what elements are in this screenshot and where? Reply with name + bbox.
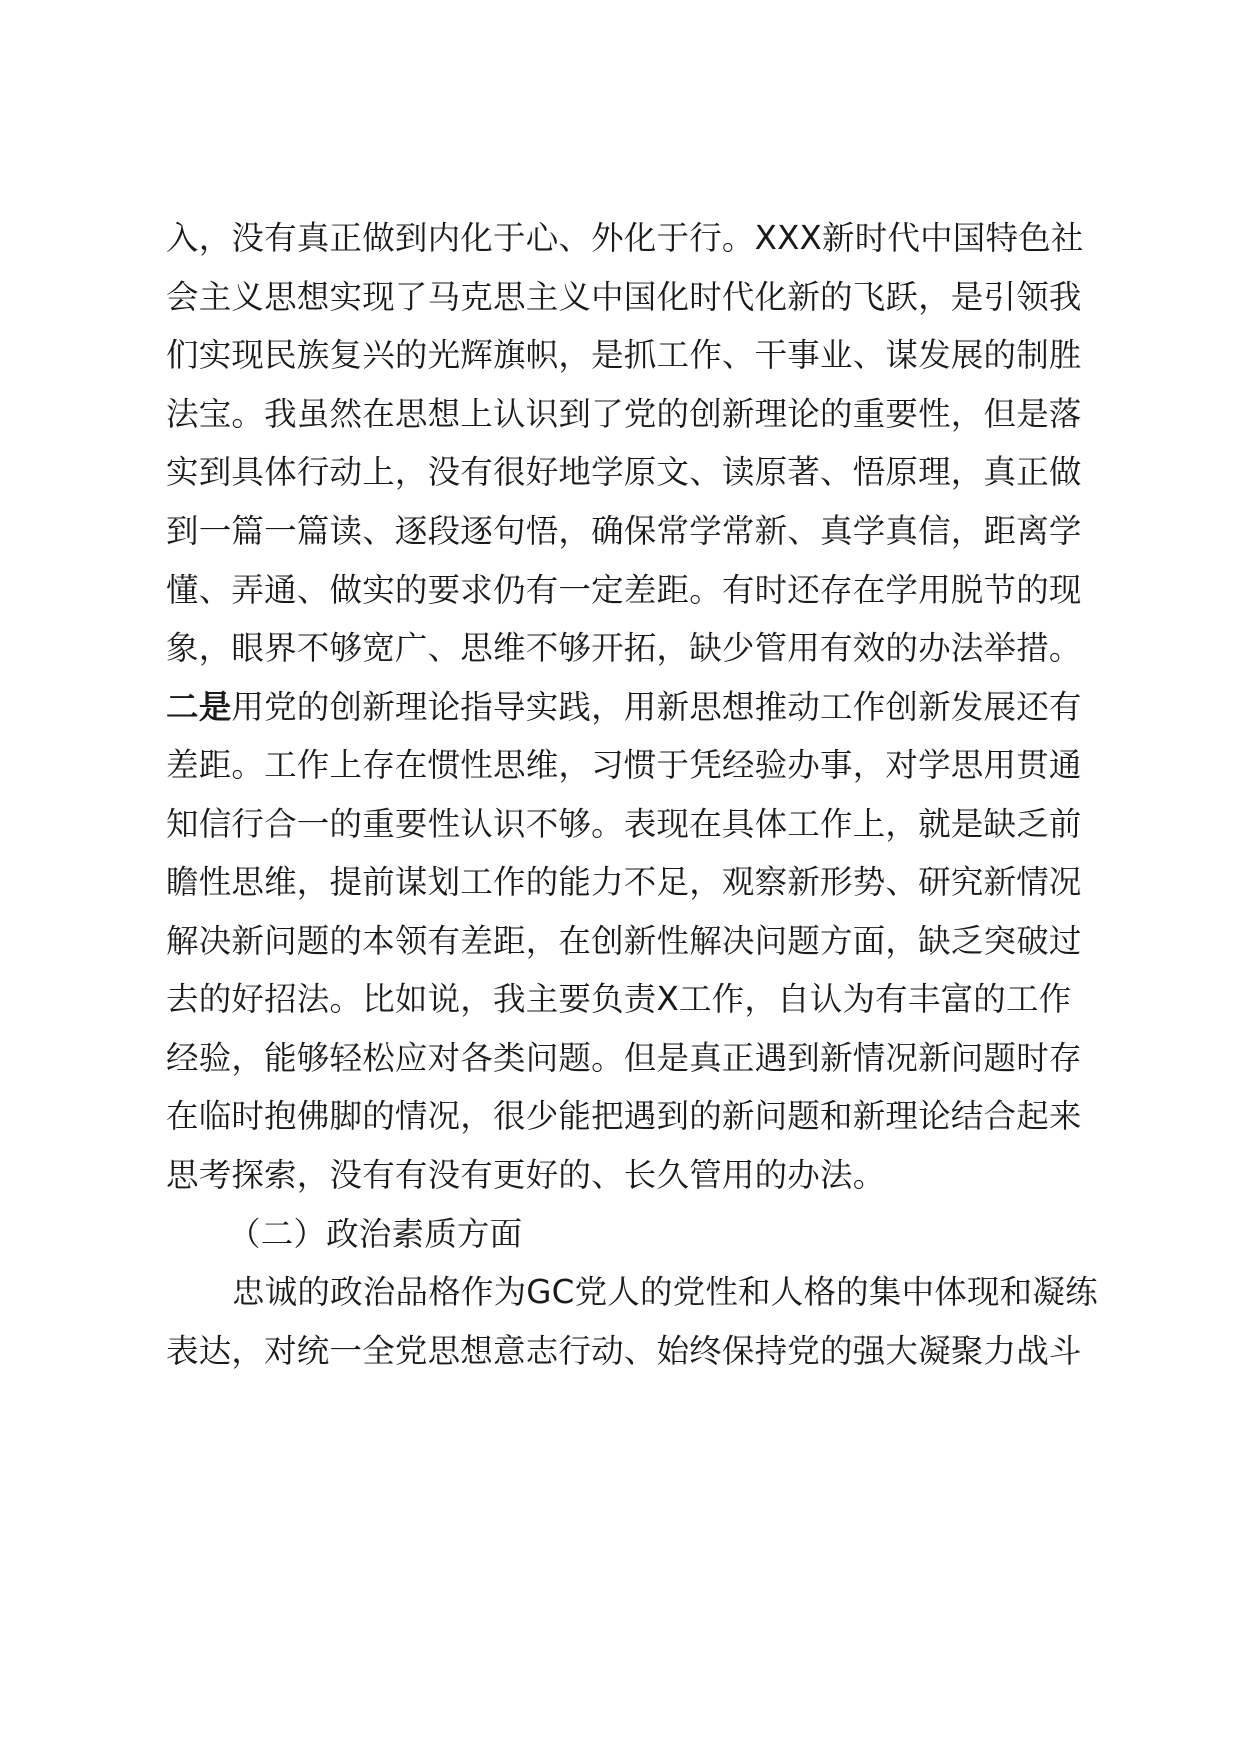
paragraph-first-line: 忠诚的政治品格作为GC党人的党性和人格的集中体现和凝练 [232, 1273, 1098, 1311]
body-line: 思考探索，没有有没有更好的、长久管用的办法。 [166, 1156, 886, 1194]
body-line: 入，没有真正做到内化于心、外化于行。XXX新时代中国特色社 [166, 219, 1084, 257]
section-heading: （二）政治素质方面 [228, 1215, 523, 1253]
body-line: 知信行合一的重要性认识不够。表现在具体工作上，就是缺乏前 [166, 805, 1082, 843]
body-line: 瞻性思维，提前谋划工作的能力不足，观察新形势、研究新情况 [166, 863, 1082, 901]
body-line: 去的好招法。比如说，我主要负责X工作，自认为有丰富的工作 [166, 980, 1072, 1018]
body-line: 差距。工作上存在惯性思维，习惯于凭经验办事，对学思用贯通 [166, 746, 1082, 784]
body-line: 表达，对统一全党思想意志行动、始终保持党的强大凝聚力战斗 [166, 1332, 1082, 1370]
body-line: 懂、弄通、做实的要求仍有一定差距。有时还存在学用脱节的现 [166, 571, 1082, 609]
body-line: 经验，能够轻松应对各类问题。但是真正遇到新情况新问题时存 [166, 1039, 1082, 1077]
body-line: 在临时抱佛脚的情况，很少能把遇到的新问题和新理论结合起来 [166, 1097, 1082, 1135]
point-two-line [166, 683, 1082, 731]
point-two-lead: 二是 [166, 688, 232, 726]
body-line: 解决新问题的本领有差距，在创新性解决问题方面，缺乏突破过 [166, 922, 1082, 960]
body-line: 象，眼界不够宽广、思维不够开拓，缺少管用有效的办法举措。 [166, 629, 1082, 667]
point-two-text: 用党的创新理论指导实践，用新思想推动工作创新发展还有 [231, 688, 1082, 726]
body-line: 们实现民族复兴的光辉旗帜，是抓工作、干事业、谋发展的制胜 [166, 336, 1082, 374]
body-line: 到一篇一篇读、逐段逐句悟，确保常学常新、真学真信，距离学 [166, 512, 1082, 550]
body-line: 会主义思想实现了马克思主义中国化时代化新的飞跃，是引领我 [166, 278, 1082, 316]
body-line: 实到具体行动上，没有很好地学原文、读原著、悟原理，真正做 [166, 453, 1082, 491]
body-line: 法宝。我虽然在思想上认识到了党的创新理论的重要性，但是落 [166, 395, 1082, 433]
